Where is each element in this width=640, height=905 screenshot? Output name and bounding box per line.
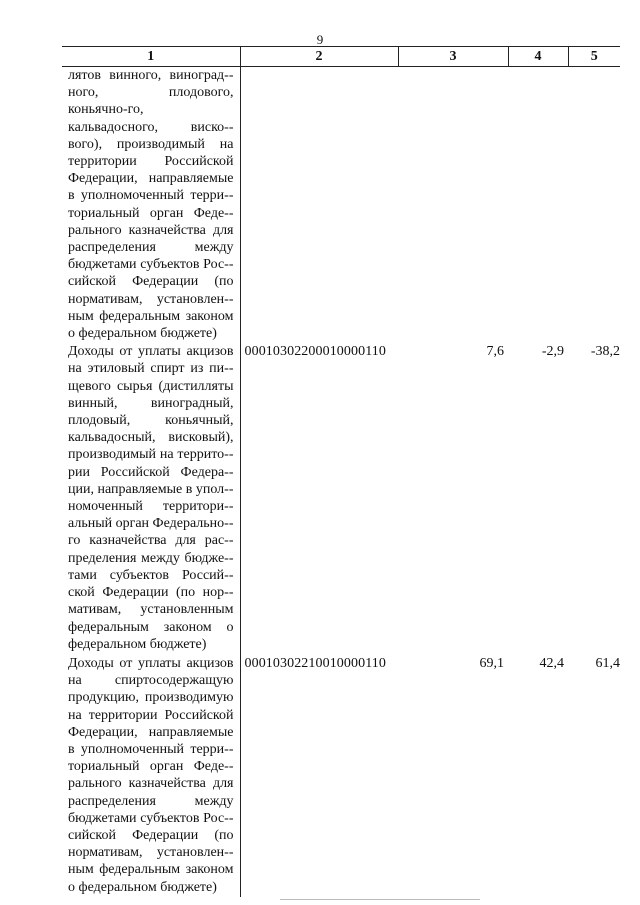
table-row (62, 654, 620, 897)
scan-edge-line (280, 899, 480, 900)
header-col-2: 2 (240, 47, 398, 67)
row-value-col4: 42,4 (539, 655, 564, 671)
table-row (62, 342, 620, 654)
row-description: лятов винного, виноград-ного, плодового, коньячно-го, кальвадосного, виско-вого), производимый на территории Российской Федерации, направляемые в уполномоченный терри-ториальный орган Феде-рального казначейства для распределения между бюджетами субъектов Рос-сийской Федерации (по нормативам, установлен-ным федеральным законом о федеральном бюджете) (62, 67, 240, 343)
row-code: 00010302200010000110 (244, 344, 386, 360)
row-value-col3: 69,1 (479, 655, 504, 671)
row-value-col5 (568, 67, 620, 343)
header-row (62, 47, 620, 67)
row-value-col4 (508, 67, 568, 343)
row-value-col4: -2,9 (541, 344, 564, 360)
table-body (62, 67, 620, 897)
row-value-col3: 7,6 (486, 344, 504, 360)
budget-revenue-table (62, 46, 620, 897)
header-col-5: 5 (568, 47, 620, 67)
header-col-4: 4 (508, 47, 568, 67)
row-value-col3 (398, 67, 508, 343)
table-header (62, 47, 620, 67)
row-code (240, 67, 398, 343)
row-value-col5: -38,2 (590, 344, 620, 360)
row-description: Доходы от уплаты акцизов на спиртосодержащую продукцию, производимую на территории Российской Федерации, направляемые в уполномоченный терри-ториальный орган Феде-рального казначейства для распределения между бюджетами субъектов Рос-сийской Федерации (по нормативам, установлен-ным федеральным законом о федеральном бюджете) (62, 654, 240, 897)
header-col-3: 3 (398, 47, 508, 67)
header-col-1: 1 (62, 47, 240, 67)
row-description: Доходы от уплаты акцизов на этиловый спирт из пи-щевого сырья (дистилляты винный, виноградный, плодовый, коньячный, кальвадосный, висковый), производимый на террито-рии Российской Федера-ции, направляемые в упол-номоченный территори-альный орган Федерально-го казначейства для рас-пределения между бюдже-тами субъектов Россий-ской Федерации (по нор-мативам, установленным федеральным законом о федеральном бюджете) (62, 342, 240, 654)
row-code: 00010302210010000110 (244, 655, 386, 671)
page-number: 9 (316, 32, 324, 47)
row-value-col5: 61,4 (595, 655, 620, 671)
table-row (62, 67, 620, 343)
